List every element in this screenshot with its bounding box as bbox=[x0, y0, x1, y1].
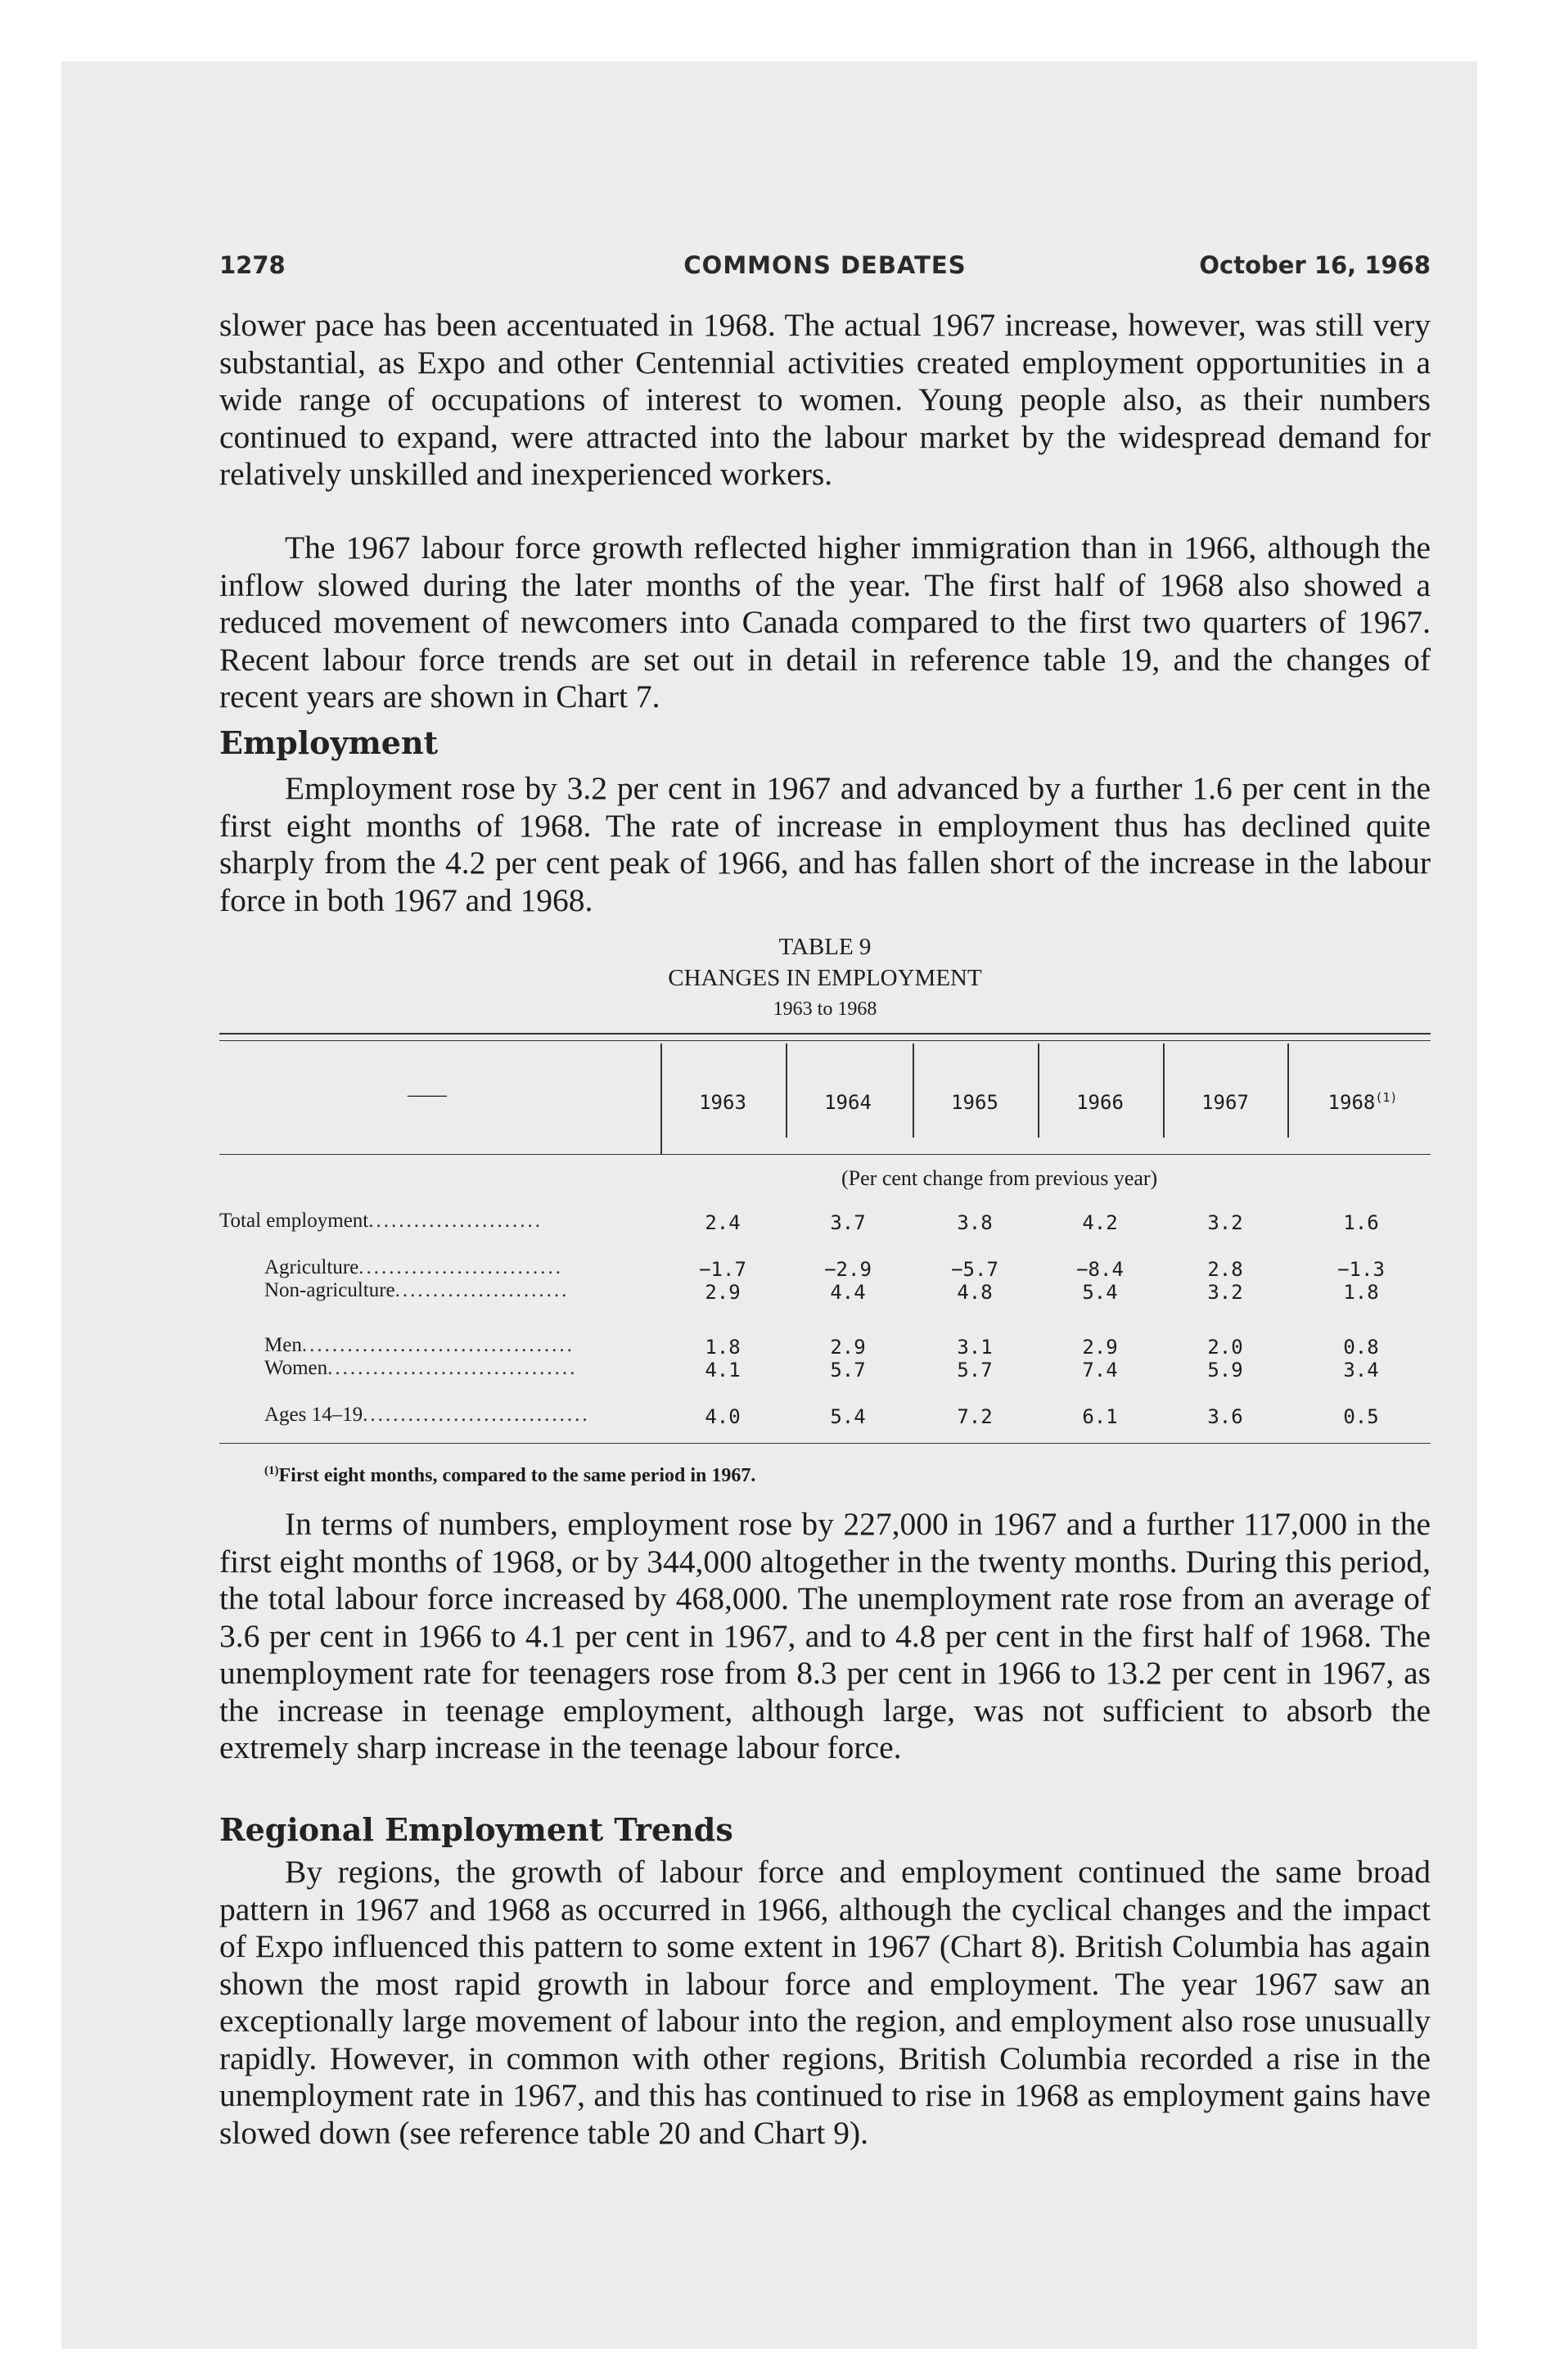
table-cell: 5.9 bbox=[1207, 1359, 1243, 1382]
table-cell: −2.9 bbox=[824, 1258, 872, 1281]
table-cell: 3.2 bbox=[1207, 1211, 1243, 1234]
table-cell: 5.7 bbox=[957, 1359, 993, 1382]
table-cell: 2.9 bbox=[830, 1336, 866, 1359]
paragraph-immigration: The 1967 labour force growth reflected higher immigration than in 1966, although the inflow slowed during the later months of the year. The first half of 1968 also showed a reduced movement of newcomers into Canada compared to the first two quarters of 1967. Recent labour force trends are set out in detail in reference table 19, and the changes of recent years are shown in Chart 7. bbox=[219, 530, 1431, 714]
section-heading-regional: Regional Employment Trends bbox=[219, 1811, 733, 1848]
table-cell: 0.5 bbox=[1343, 1405, 1379, 1428]
paragraph-labour-force-continued: slower pace has been accentuated in 1968. The actual 1967 increase, however, was still very substantial, as Expo and other Centennial activities created employment opportunities in a wide range of occupations of interest to women. Young people also, as their numbers continued to expand, were attracted into the labour market by the widespread demand for relatively unskilled and inexperienced workers. bbox=[219, 307, 1431, 492]
column-header-1964: 1964 bbox=[824, 1091, 872, 1114]
column-header-1963: 1963 bbox=[699, 1091, 746, 1114]
table-cell: 4.1 bbox=[705, 1359, 741, 1382]
table-cell: 1.6 bbox=[1343, 1211, 1379, 1234]
row-label: Non-agriculture....................... bbox=[264, 1279, 570, 1301]
column-header-1966: 1966 bbox=[1076, 1091, 1124, 1114]
table-header-rule bbox=[219, 1154, 1431, 1155]
header-date: October 16, 1968 bbox=[1199, 251, 1431, 279]
paragraph-regional-trends: By regions, the growth of labour force and employment continued the same broad pattern in 1967 and 1968 as occurred in 1966, although the cyclical changes and the impact of Expo influenced this pattern to some extent in 1967 (Chart 8). British Columbia has again shown the most rapid growth in labour force and employment. The year 1967 saw an exceptionally large movement of labour into the region, and employment also rose unusually rapidly. However, in common with other regions, British Columbia recorded a rise in the unemployment rate in 1967, and this has continued to rise in 1968 as employment gains have slowed down (see reference table 20 and Chart 9). bbox=[219, 1854, 1431, 2151]
table-cell: 4.2 bbox=[1082, 1211, 1118, 1234]
table-cell: 3.6 bbox=[1207, 1405, 1243, 1428]
table-cell: 7.2 bbox=[957, 1405, 993, 1428]
table-divider bbox=[1287, 1044, 1289, 1138]
table-cell: 5.4 bbox=[1082, 1281, 1118, 1304]
paragraph-employment-rate: Employment rose by 3.2 per cent in 1967 and advanced by a further 1.6 per cent in the first eight months of 1968. The rate of increase in employment thus has declined quite sharply from the 4.2 per cent peak of 1966, and has fallen short of the increase in the labour force in both 1967 and 1968. bbox=[219, 770, 1431, 918]
table-cell: 1.8 bbox=[705, 1336, 741, 1359]
table-cell: 3.4 bbox=[1343, 1359, 1379, 1382]
table-stub-header: —— bbox=[408, 1084, 447, 1106]
table-divider bbox=[1038, 1044, 1039, 1138]
table-cell: 4.8 bbox=[957, 1281, 993, 1304]
table-label: TABLE 9 bbox=[778, 934, 872, 960]
column-header-1965: 1965 bbox=[951, 1091, 998, 1114]
table-top-rule-2 bbox=[219, 1040, 1431, 1041]
table-unit-row: (Per cent change from previous year) bbox=[841, 1166, 1158, 1190]
table-cell: −5.7 bbox=[951, 1258, 998, 1281]
table-divider bbox=[913, 1044, 914, 1138]
row-label: Men.................................... bbox=[264, 1334, 575, 1356]
table-cell: 2.0 bbox=[1207, 1336, 1243, 1359]
table-cell: 2.4 bbox=[705, 1211, 741, 1234]
table-divider bbox=[1163, 1044, 1165, 1138]
publication-title: COMMONS DEBATES bbox=[683, 251, 967, 279]
page-number: 1278 bbox=[219, 251, 286, 279]
table-cell: −1.3 bbox=[1337, 1258, 1385, 1281]
table-cell: 1.8 bbox=[1343, 1281, 1379, 1304]
page bbox=[61, 61, 1477, 2349]
table-cell: 4.0 bbox=[705, 1405, 741, 1428]
table-title: CHANGES IN EMPLOYMENT bbox=[668, 965, 982, 991]
running-header bbox=[219, 251, 1431, 284]
row-label: Total employment....................... bbox=[219, 1210, 543, 1232]
table-cell: 5.7 bbox=[830, 1359, 866, 1382]
table-cell: −8.4 bbox=[1076, 1258, 1124, 1281]
paragraph-employment-numbers: In terms of numbers, employment rose by 227,000 in 1967 and a further 117,000 in the first eight months of 1968, or by 344,000 altogether in the twenty months. During this period, the total labour force increased by 468,000. The unemployment rate rose from an average of 3.6 per cent in 1966 to 4.1 per cent in 1967, and to 4.8 per cent in the first half of 1968. The unemployment rate for teenagers rose from 8.3 per cent in 1966 to 13.2 per cent in 1967, as the increase in teenage employment, although large, was not sufficient to absorb the extremely sharp increase in the teenage labour force. bbox=[219, 1506, 1431, 1765]
table-cell: 5.4 bbox=[830, 1405, 866, 1428]
table-footnote: $^{(1)}$First eight months, compared to the same period in 1967. bbox=[264, 1464, 756, 1486]
section-heading-employment: Employment bbox=[219, 724, 439, 761]
column-header-1968: 1968$^{(1)}$ bbox=[1327, 1090, 1398, 1114]
table-divider bbox=[786, 1044, 787, 1138]
footnote-marker: (1) bbox=[1375, 1090, 1398, 1105]
table-cell: 2.8 bbox=[1207, 1258, 1243, 1281]
table-cell: 0.8 bbox=[1343, 1336, 1379, 1359]
table-divider bbox=[660, 1044, 662, 1154]
table-cell: 3.7 bbox=[830, 1211, 866, 1234]
table-cell: 2.9 bbox=[705, 1281, 741, 1304]
row-label: Ages 14–19.............................. bbox=[264, 1404, 590, 1426]
row-label: Women................................. bbox=[264, 1357, 578, 1379]
footnote-marker: (1) bbox=[264, 1464, 279, 1477]
table-cell: 7.4 bbox=[1082, 1359, 1118, 1382]
table-caption bbox=[219, 931, 1431, 1025]
table-cell: 3.1 bbox=[957, 1336, 993, 1359]
table-cell: −1.7 bbox=[699, 1258, 746, 1281]
table-cell: 6.1 bbox=[1082, 1405, 1118, 1428]
table-cell: 2.9 bbox=[1082, 1336, 1118, 1359]
row-label: Agriculture........................... bbox=[264, 1256, 563, 1278]
column-header-1967: 1967 bbox=[1201, 1091, 1249, 1114]
table-cell: 3.2 bbox=[1207, 1281, 1243, 1304]
table-bottom-rule bbox=[219, 1443, 1431, 1444]
table-period: 1963 to 1968 bbox=[773, 998, 877, 1020]
table-top-rule bbox=[219, 1033, 1431, 1034]
table-cell: 3.8 bbox=[957, 1211, 993, 1234]
table-cell: 4.4 bbox=[830, 1281, 866, 1304]
